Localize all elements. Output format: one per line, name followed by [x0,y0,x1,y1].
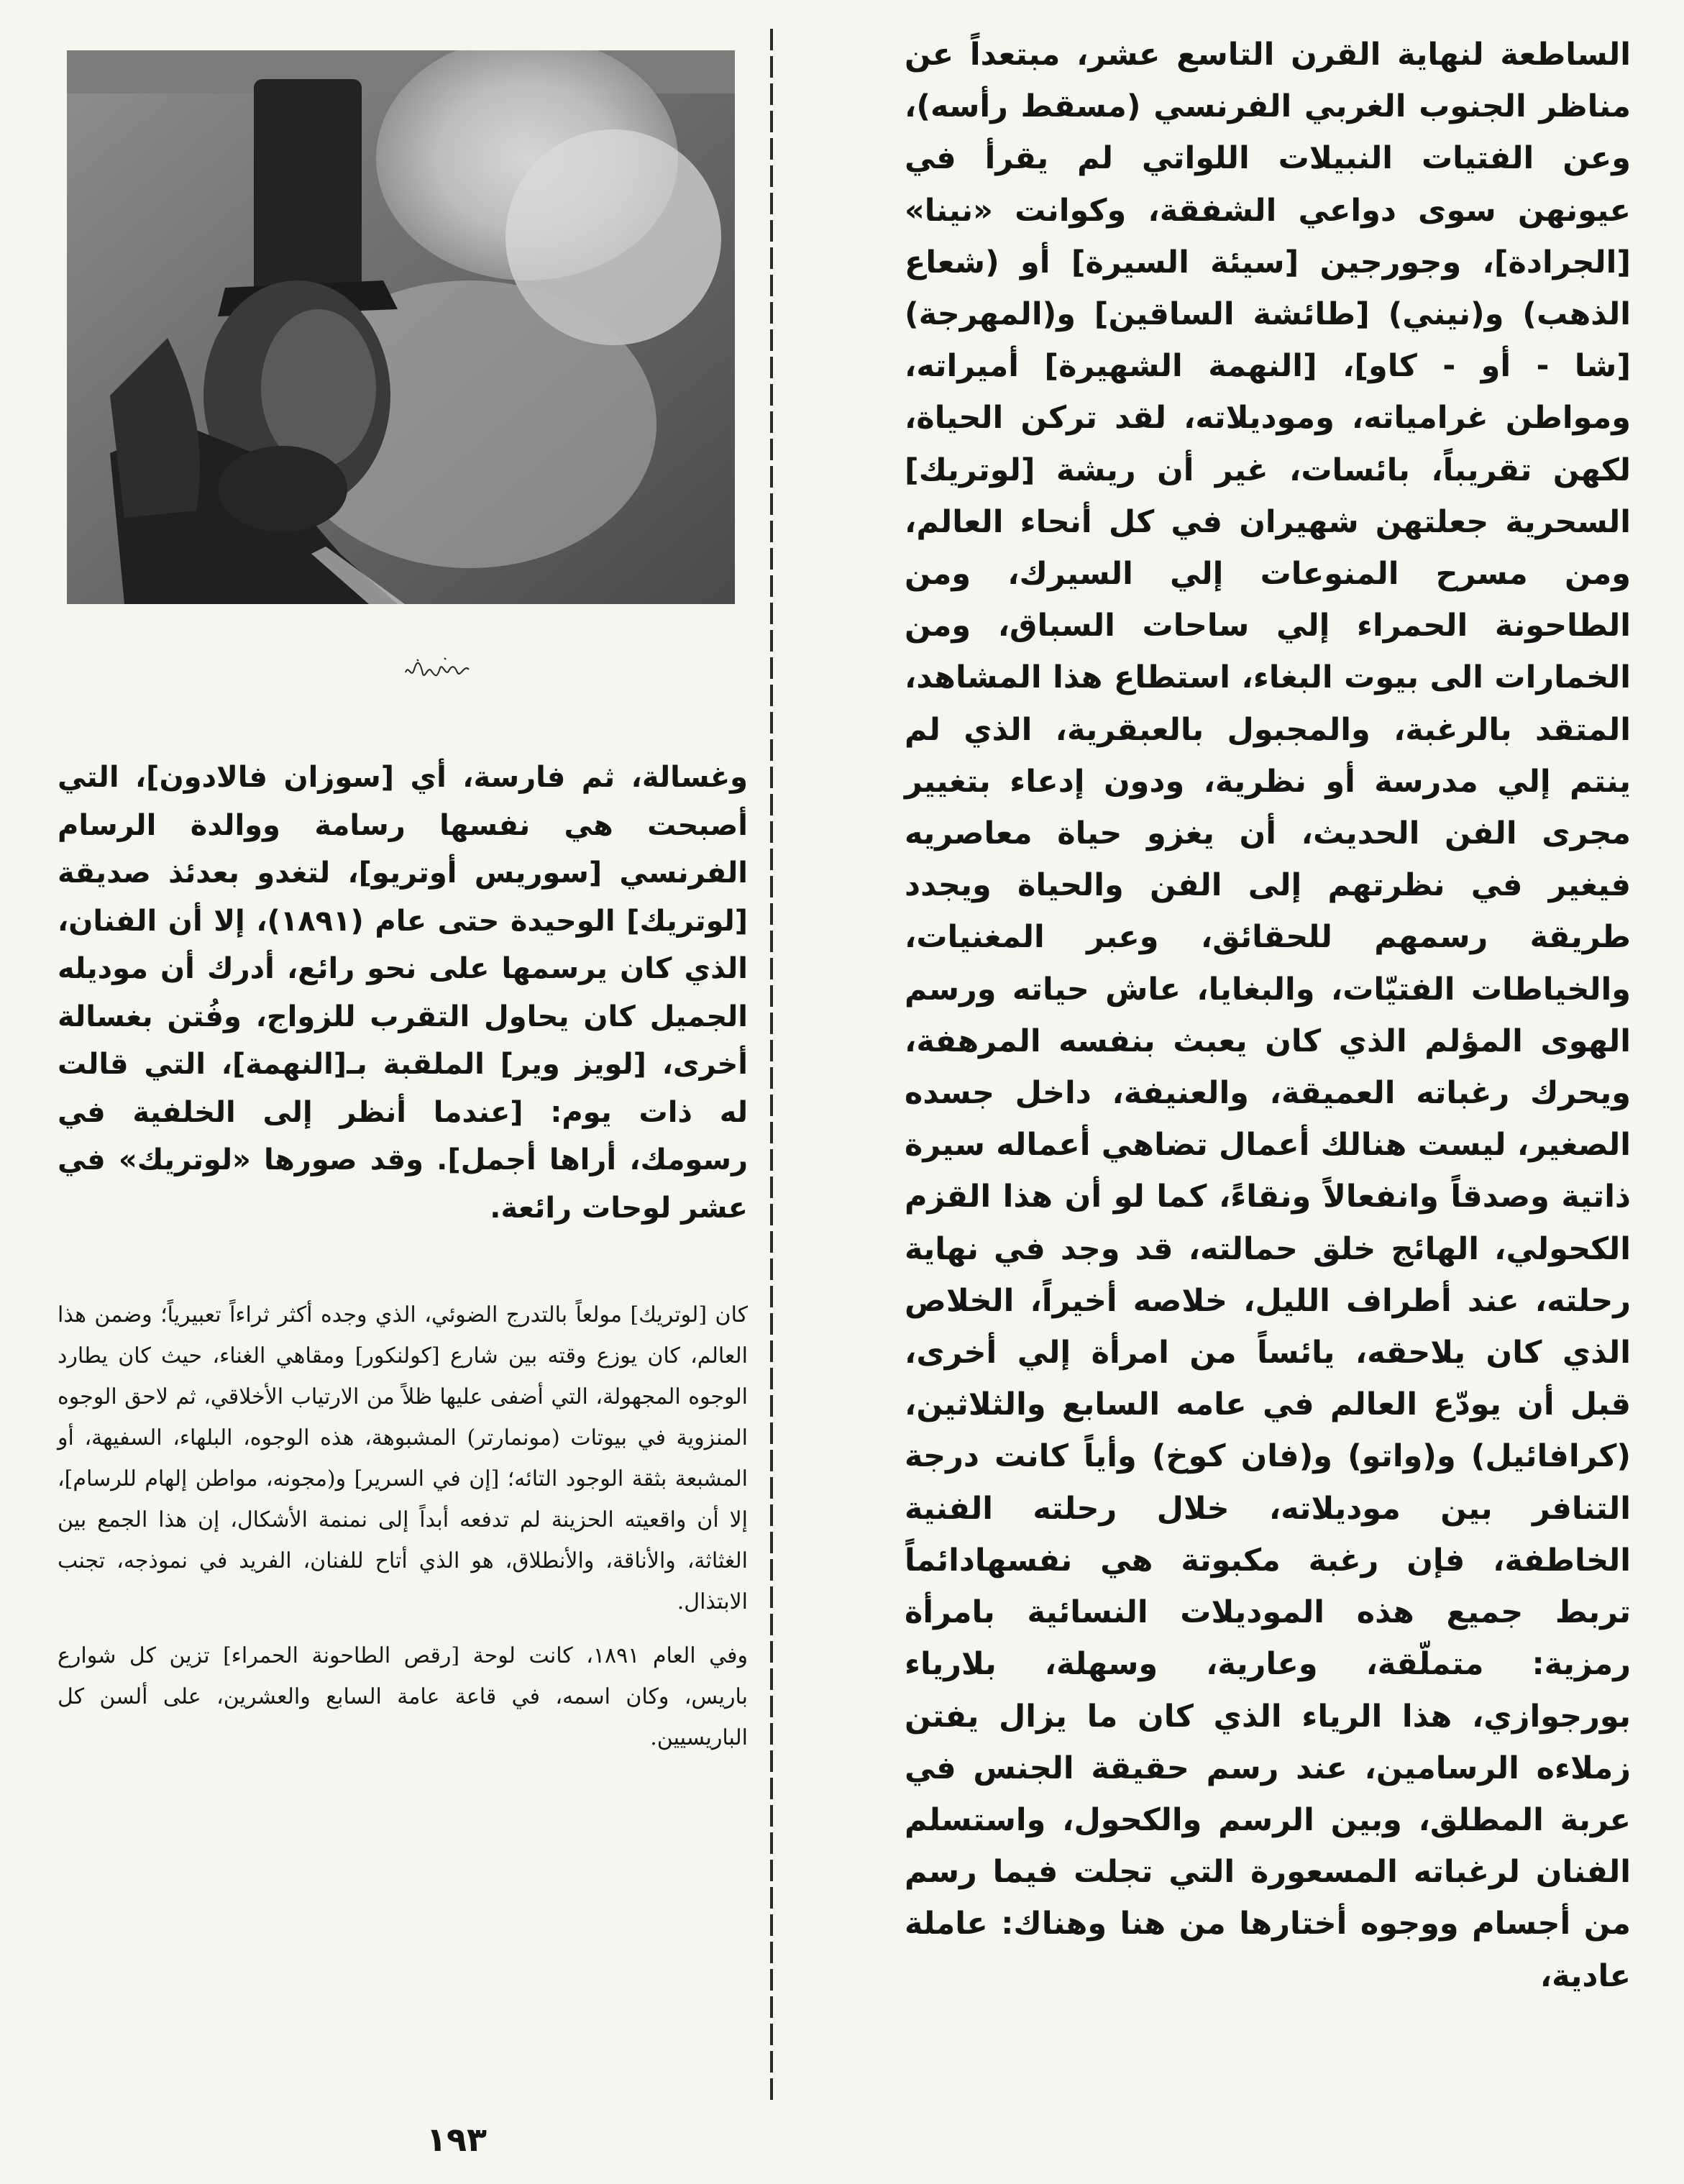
lead-paragraph: وغسالة، ثم فارسة، أي [سوزان فالادون]، التي أصبحت هي نفسها رسامة ووالدة الرسام الفرنسي [سوريس أوتريو]، لتغدو بعدئذ صديقة [لوتريك] الوحيدة حتى عام (١٨٩١)، إلا أن الفنان، الذي كان يرسمها على نحو رائع، أدرك أن موديله الجميل كان يحاول التقرب للزواج، وفُتن بغسالة أخرى، [لويز وير] الملقبة بـ[النهمة]، التي قالت له ذات يوم: [عندما أنظر إلى الخلفية في رسومك، أراها أجمل]. وقد صورها «لوتريك» في عشر لوحات رائعة. [58,761,748,1225]
left-lead-block [58,754,748,1232]
portrait-photo [67,50,735,604]
photo-caption [403,651,475,687]
page-number: ١٩٣ [426,2120,488,2159]
right-column-paragraph: الساطعة لنهاية القرن التاسع عشر، مبتعداً عن مناظر الجنوب الغربي الفرنسي (مسقط رأسه)، وعن الفتيات النبيلات اللواتي لم يقرأ في عيونهن سوى دواعي الشفقة، وكوانت «نينا» [الجرادة]، وجورجين [سيئة السيرة] أو (شعاع الذهب) و(نيني) [طائشة الساقين] و(المهرجة) [شا - أو - كاو]، [النهمة الشهيرة] أميراته، ومواطن غرامياته، وموديلاته، لقد تركن الحياة، لكهن تقريباً، بائسات، غير أن ريشة [لوتريك] السحرية جعلتهن شهيران في كل أنحاء العالم، ومن مسرح المنوعات إلي السيرك، ومن الطاحونة الحمراء إلي ساحات السباق، ومن الخمارات الى بيوت البغاء، استطاع هذا المشاهد، المتقد بالرغبة، والمجبول بالعبقرية، الذي لم ينتم إلي مدرسة أو نظرية، ودون إدعاء بتغيير مجرى الفن الحديث، أن يغزو حياة معاصريه فيغير في نظرتهم إلى الفن والحياة ويجدد طريقة رسمهم للحقائق، وعبر المغنيات، والخياطات الفتيّات، والبغايا، عاش حياته ورسم الهوى المؤلم الذي كان يعبث بنفسه المرهفة، ويحرك رغباته العميقة، والعنيفة، داخل جسده الصغير، ليست هنالك أعمال تضاهي أعماله سيرة ذاتية وصدقاً وانفعالاً ونقاءً، كما لو أن هذا القزم الكحولي، الهائج خلق حمالته، قد وجد في نهاية رحلته، عند أطراف الليل، خلاصه أخيراً، الخلاص الذي كان يلاحقه، يائساً من امرأة إلي أخرى، قبل أن يودّع العالم في عامه السابع والثلاثين، (كرافائيل) و(واتو) و(فان كوخ) وأياً كانت درجة التنافر بين موديلاته، خلال رحلته الفنية الخاطفة، فإن رغبة مكبوتة هي نفسهادائماً تربط جميع هذه الموديلات النسائية بامرأة رمزية: متملّقة، وعارية، وسهلة، بلارياء بورجوازي، هذا الرياء الذي كان ما يزال يفتن زملاءه الرسامين، عند رسم حقيقة الجنس في عربة المطلق، وبين الرسم والكحول، واستسلم الفنان لرغباته المسعورة التي تجلت فيما رسم من أجسام ووجوه أختارها من هنا وهناك: عاملة عادية، [905,37,1631,1994]
body-paragraph-1: كان [لوتريك] مولعاً بالتدرج الضوئي، الذي وجده أكثر ثراءاً تعبيرياً؛ وضمن هذا العالم، كان يوزع وقته بين شارع [كولنكور] ومقاهي الغناء، حيث كان يطارد الوجوه المجهولة، التي أضفى عليها ظلاً من الارتياب الأخلاقي، ثم لاحق الوجوه المنزوية في بيوتات (مونمارتر) المشبوهة، هذه الوجوه، البلهاء، السفيهة، أو المشبعة بثقة الوجود التائه؛ [إن في السرير] و(مجونه، مواطن إلهام للرسام]، إلا أن واقعيته الحزينة لم تدفعه أبداً إلى نمنمة الأشكال، إن هذا الجمع بين الغثاثة، والأناقة، والأنطلاق، هو الذي أتاح للفنان، الفريد في نموذجه، تجنب الابتذال. [58,1302,748,1614]
caption-signature [403,651,475,687]
left-body-block [58,1294,748,1771]
right-text-column [905,29,1631,2042]
column-divider [770,29,773,2100]
portrait-illustration [67,50,735,604]
body-paragraph-2: وفي العام ١٨٩١، كانت لوحة [رقص الطاحونة الحمراء] تزين كل شوارع باريس، وكان اسمه، في قاعة عامة السابع والعشرين، على ألسن كل الباريسيين. [58,1643,748,1750]
